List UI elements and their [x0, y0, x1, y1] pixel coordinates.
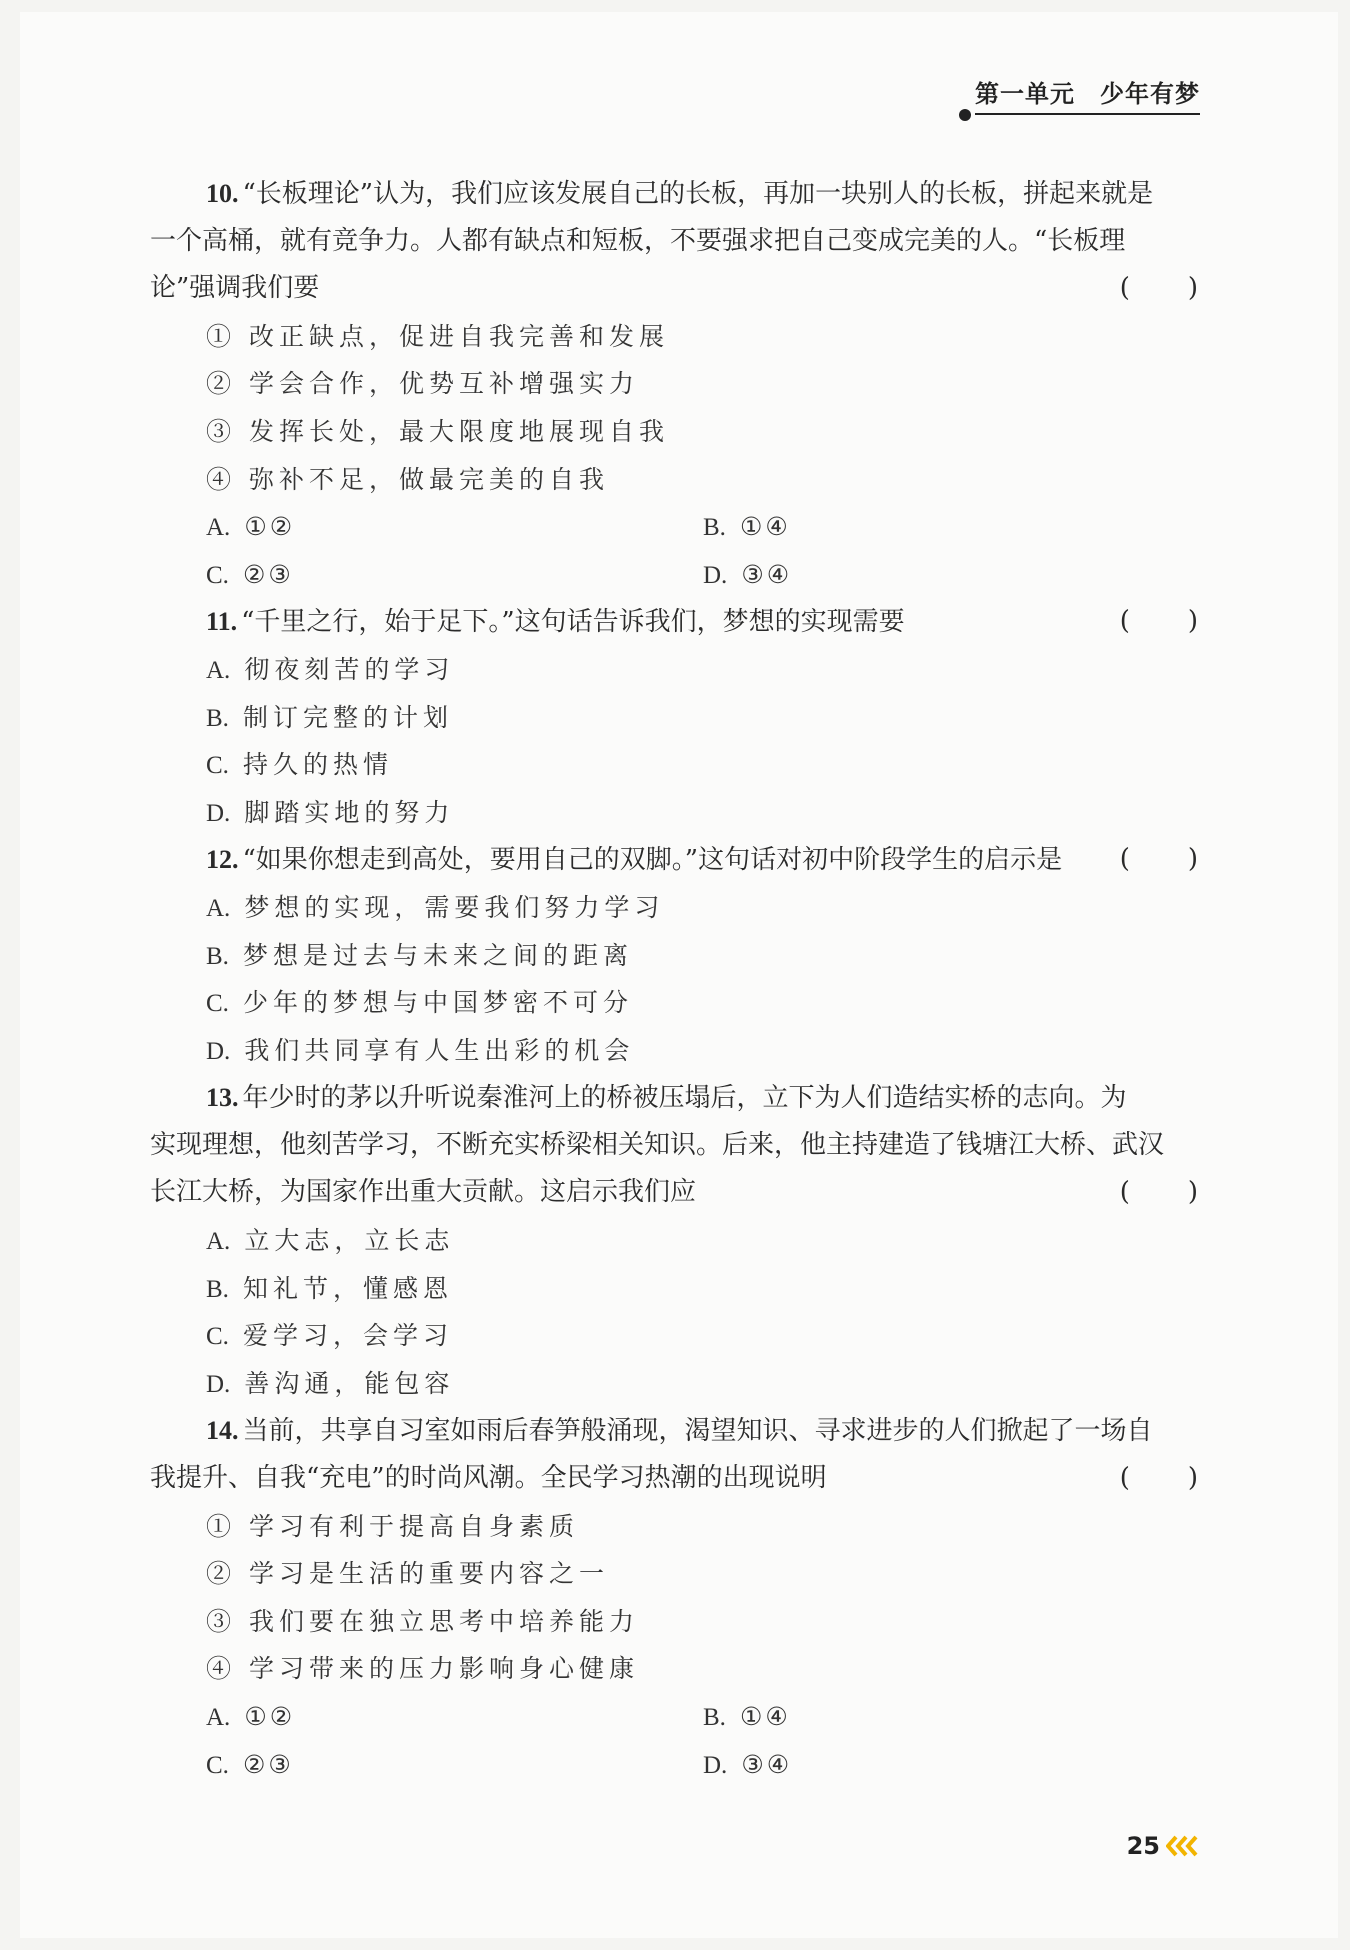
- question-14: [150, 1407, 1200, 1788]
- choice-b: B. ①④: [703, 512, 791, 542]
- question-13: [150, 1074, 1200, 1407]
- stem-line: 年少时的茅以升听说秦淮河上的桥被压塌后，立下为人们造结实桥的志向。为: [242, 1083, 1127, 1114]
- choice-a: A. ①②: [206, 1702, 296, 1731]
- choice-c: C. ②③: [206, 1749, 294, 1779]
- stem-line: 论”强调我们要: [150, 273, 320, 304]
- choice-c: C. ②③: [206, 559, 294, 589]
- question-number: 14.: [206, 1416, 239, 1446]
- question-stem: [150, 1074, 1200, 1217]
- stem-line: 实现理想，他刻苦学习，不断充实桥梁相关知识。后来，他主持建造了钱塘江大桥、武汉: [150, 1129, 1165, 1160]
- choice-row: [150, 1693, 1200, 1741]
- question-stem: [150, 1407, 1200, 1502]
- stem-line: “千里之行，始于足下。”这句话告诉我们，梦想的实现需要: [241, 607, 905, 638]
- statement: ④ 弥补不足，做最完美的自我: [206, 464, 609, 494]
- stem-line: “如果你想走到高处，要用自己的双脚。”这句话对初中阶段学生的启示是: [242, 845, 1063, 876]
- statement: ② 学会合作，优势互补增强实力: [206, 369, 639, 399]
- bullet-dot-icon: [959, 109, 971, 121]
- choice-row: [150, 551, 1200, 599]
- page-header: [959, 74, 1200, 115]
- option-c: C. 爱学习，会学习: [206, 1321, 453, 1351]
- question-12: [150, 836, 1200, 1074]
- option-c: C. 少年的梦想与中国梦密不可分: [206, 988, 633, 1018]
- option-b: B. 知礼节，懂感恩: [206, 1273, 453, 1303]
- question-number: 11.: [206, 607, 238, 637]
- choice-row: [150, 1741, 1200, 1789]
- answer-blank: ( ): [1119, 1177, 1200, 1208]
- unit-title: 第一单元 少年有梦: [975, 74, 1200, 115]
- statement: ③ 发挥长处，最大限度地展现自我: [206, 416, 669, 446]
- option-a: A. 立大志，立长志: [206, 1226, 455, 1256]
- choice-row: [150, 503, 1200, 551]
- question-stem: [150, 836, 1200, 884]
- option-d: D. 善沟通，能包容: [206, 1368, 455, 1398]
- answer-blank: ( ): [1119, 1463, 1200, 1494]
- stem-line: 一个高桶，就有竞争力。人都有缺点和短板，不要强求把自己变成完美的人。“长板理: [150, 225, 1126, 256]
- question-10: [150, 170, 1200, 598]
- choice-a: A. ①②: [206, 512, 296, 542]
- stem-line: 当前，共享自习室如雨后春笋般涌现，渴望知识、寻求进步的人们掀起了一场自: [242, 1416, 1153, 1447]
- question-stem: [150, 170, 1200, 313]
- option-d: D. 我们共同享有人生出彩的机会: [206, 1035, 635, 1065]
- statement: ④ 学习带来的压力影响身心健康: [206, 1654, 639, 1684]
- stem-line: “长板理论”认为，我们应该发展自己的长板，再加一块别人的长板，拼起来就是: [242, 179, 1154, 209]
- option-c: C. 持久的热情: [206, 750, 393, 780]
- page-footer: [1127, 1832, 1200, 1860]
- option-b: B. 梦想是过去与未来之间的距离: [206, 940, 633, 970]
- option-d: D. 脚踏实地的努力: [206, 797, 455, 827]
- answer-blank: ( ): [1119, 844, 1200, 875]
- page-number: 25: [1126, 1832, 1160, 1860]
- triple-chevron-left-icon: [1166, 1835, 1200, 1857]
- choice-d: D. ③④: [703, 1749, 793, 1779]
- option-a: A. 彻夜刻苦的学习: [206, 654, 455, 684]
- question-number: 13.: [206, 1083, 239, 1113]
- statement: ① 学习有利于提高自身素质: [206, 1511, 579, 1541]
- answer-blank: ( ): [1119, 606, 1200, 637]
- answer-blank: ( ): [1119, 273, 1200, 304]
- choice-d: D. ③④: [703, 559, 793, 589]
- question-number: 10.: [206, 179, 239, 208]
- question-number: 12.: [206, 845, 239, 875]
- choice-b: B. ①④: [703, 1702, 791, 1731]
- stem-line: 长江大桥，为国家作出重大贡献。这启示我们应: [150, 1177, 697, 1208]
- option-a: A. 梦想的实现，需要我们努力学习: [206, 892, 665, 922]
- statement: ③ 我们要在独立思考中培养能力: [206, 1606, 639, 1636]
- question-list: [150, 170, 1200, 1788]
- option-b: B. 制订完整的计划: [206, 702, 453, 732]
- statement: ① 改正缺点，促进自我完善和发展: [206, 321, 669, 351]
- question-stem: [150, 598, 1200, 646]
- question-11: [150, 598, 1200, 836]
- statement: ② 学习是生活的重要内容之一: [206, 1559, 609, 1589]
- stem-line: 我提升、自我“充电”的时尚风潮。全民学习热潮的出现说明: [150, 1463, 827, 1494]
